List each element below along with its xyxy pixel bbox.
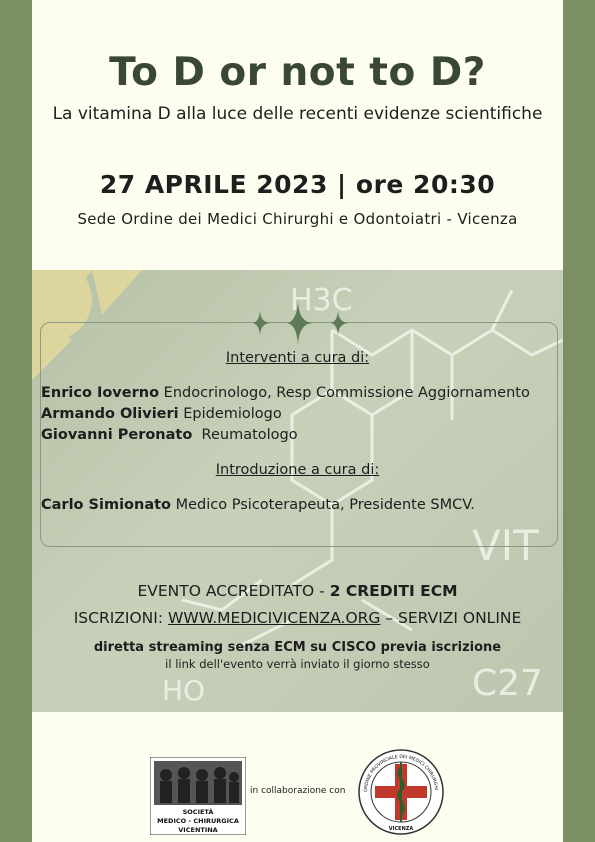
- event-title: To D or not to D?: [109, 50, 486, 95]
- accreditation-prefix: EVENTO ACCREDITATO -: [137, 582, 330, 600]
- chalk-label: HO: [162, 674, 206, 707]
- event-venue: Sede Ordine dei Medici Chirurghi e Odontoiatri - Vicenza: [77, 210, 518, 228]
- interventions-heading: Interventi a cura di:: [225, 350, 370, 366]
- logo-text: SOCIETÀ: [182, 808, 214, 816]
- intro-speaker-role: Medico Psicoterapeuta, Presidente SMCV.: [175, 497, 475, 513]
- registration-link[interactable]: WWW.MEDICIVICENZA.ORG: [168, 609, 381, 627]
- speaker-role: Reumatologo: [196, 427, 298, 443]
- event-subtitle: La vitamina D alla luce delle recenti evidenze scientifiche: [52, 104, 543, 124]
- chalk-label: C27: [472, 663, 543, 704]
- speaker-name: Armando Olivieri: [41, 406, 179, 422]
- ecm-credits: 2 CREDITI ECM: [329, 582, 458, 600]
- speaker-row: [41, 406, 282, 422]
- logo-text: VICENTINA: [178, 826, 218, 834]
- speaker-row: [41, 385, 530, 401]
- intro-heading: Introduzione a cura di:: [215, 462, 380, 478]
- ordine-medici-logo: [357, 748, 445, 836]
- intro-speaker-name: Carlo Simionato: [41, 497, 172, 513]
- registration-line: [32, 609, 563, 627]
- speaker-role: Epidemiologo: [183, 406, 282, 422]
- chalk-label: H3C: [290, 283, 353, 318]
- registration-suffix: – SERVIZI ONLINE: [380, 609, 522, 627]
- event-date: 27 APRILE 2023 | ore 20:30: [99, 170, 496, 199]
- streaming-note: diretta streaming senza ECM su CISCO previa iscrizione: [93, 640, 502, 655]
- logo-text: MEDICO - CHIRURGICA: [157, 817, 239, 825]
- left-border-bar: [0, 0, 32, 842]
- smcv-logo: [150, 757, 246, 835]
- chalk-label: VIT: [472, 521, 539, 570]
- speaker-name: Giovanni Peronato: [41, 427, 193, 443]
- accreditation-line: [32, 582, 563, 600]
- right-border-bar: [563, 0, 595, 842]
- speaker-name: Enrico Ioverno: [41, 385, 160, 401]
- sparkle-icon: [240, 296, 356, 350]
- speaker-role: Endocrinologo, Resp Commissione Aggiornamento: [163, 385, 530, 401]
- link-note: il link dell'evento verrà inviato il giorno stesso: [165, 657, 430, 671]
- logo-text: ORDINE PROVINCIALE DEI MEDICI CHIRURGHI: [363, 754, 438, 793]
- speaker-row: [41, 427, 298, 443]
- registration-prefix: ISCRIZIONI:: [73, 609, 168, 627]
- logo-text: VICENZA: [388, 826, 414, 832]
- collaboration-label: in collaborazione con: [250, 786, 346, 796]
- intro-speaker-row: [41, 497, 475, 513]
